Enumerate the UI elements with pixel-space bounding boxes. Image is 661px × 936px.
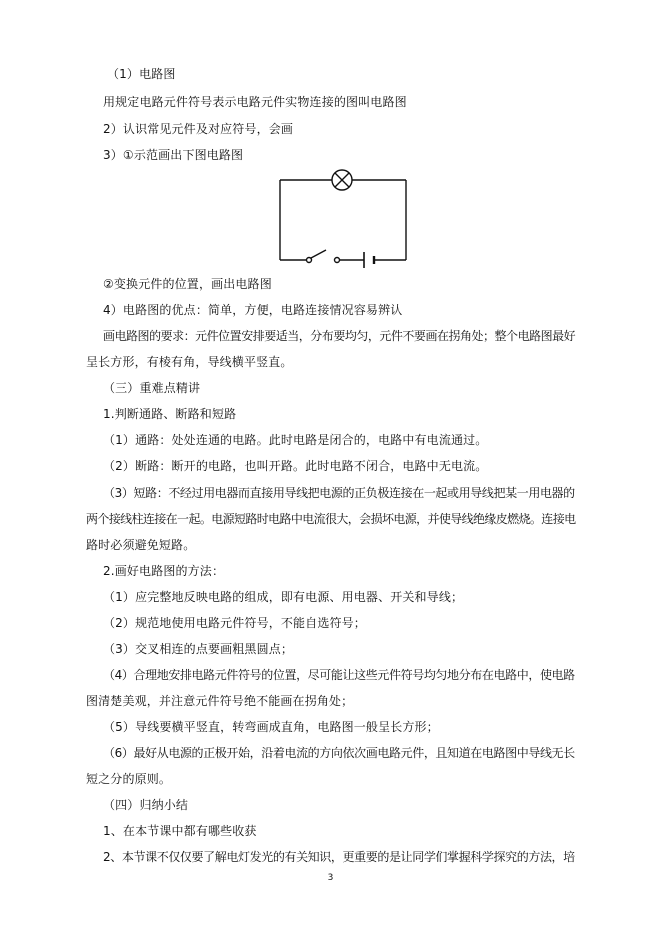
list-item-demo: 3）①示范画出下图电路图 [103,148,244,162]
item-short-circuit: （3）短路：不经过用电器而直接用导线把电源的正负极连接在一起或用导线把某一用电器的 [103,486,575,500]
method-item-6-cont: 短之分的原则。 [86,772,172,786]
item-open-circuit: （2）断路：断开的电路，也叫开路。此时电路不闭合，电路中无电流。 [103,459,488,473]
list-item-advantages: 4）电路图的优点：简单，方便，电路连接情况容易辨认 [103,303,403,317]
item-short-circuit-end: 路时必须避免短路。 [86,538,196,552]
section-heading-summary: （四）归纳小结 [103,798,189,812]
page-number: 3 [327,873,334,883]
section-heading-key-points: （三）重难点精讲 [103,381,201,395]
list-item-symbols: 2）认识常见元件及对应符号，会画 [103,122,294,136]
paragraph-definition: 用规定电路元件符号表示电路元件实物连接的图叫电路图 [103,95,407,109]
circuit-diagram [276,168,412,268]
lamp-icon [332,170,352,190]
method-item-5: （5）导线要横平竖直，转弯画成直角，电路图一般呈长方形； [103,720,439,734]
subheading-judge-circuits: 1.判断通路、断路和短路 [103,407,237,421]
method-item-4-cont: 图清楚美观，并注意元件符号绝不能画在拐角处； [86,694,354,708]
list-item-rearrange: ②变换元件的位置，画出电路图 [103,277,272,291]
paragraph-requirements-cont: 呈长方形，有棱有角，导线横平竖直。 [86,355,293,369]
battery-icon [364,252,374,268]
switch-icon [307,250,340,263]
paragraph-requirements: 画电路图的要求：元件位置安排要适当，分布要均匀，元件不要画在拐角处；整个电路图最好 [103,329,576,343]
item-closed-circuit: （1）通路：处处连通的电路。此时电路是闭合的，电路中有电流通过。 [103,433,488,447]
method-item-1: （1）应完整地反映电路的组成，即有电源、用电器、开关和导线； [103,590,464,604]
method-item-3: （3）交叉相连的点要画粗黑圆点； [103,642,294,656]
summary-item-2: 2、本节课不仅仅要了解电灯发光的有关知识，更重要的是让同学们掌握科学探究的方法，培 [103,850,575,864]
method-item-4: （4）合理地安排电路元件符号的位置，尽可能让这些元件符号均匀地分布在电路中，使电路 [103,668,575,682]
summary-item-1: 1、在本节课中都有哪些收获 [103,824,257,838]
item-short-circuit-cont: 两个接线柱连接在一起。电源短路时电路中电流很大，会损坏电源，并使导线绝缘皮燃烧。连接电 [86,512,576,526]
method-item-6: （6）最好从电源的正极开始，沿着电流的方向依次画电路元件，且知道在电路图中导线无长 [103,746,575,760]
subheading-drawing-method: 2.画好电路图的方法： [103,564,225,578]
heading-circuit-diagram: （1）电路图 [107,67,176,81]
method-item-2: （2）规范地使用电路元件符号，不能自选符号； [103,616,366,630]
